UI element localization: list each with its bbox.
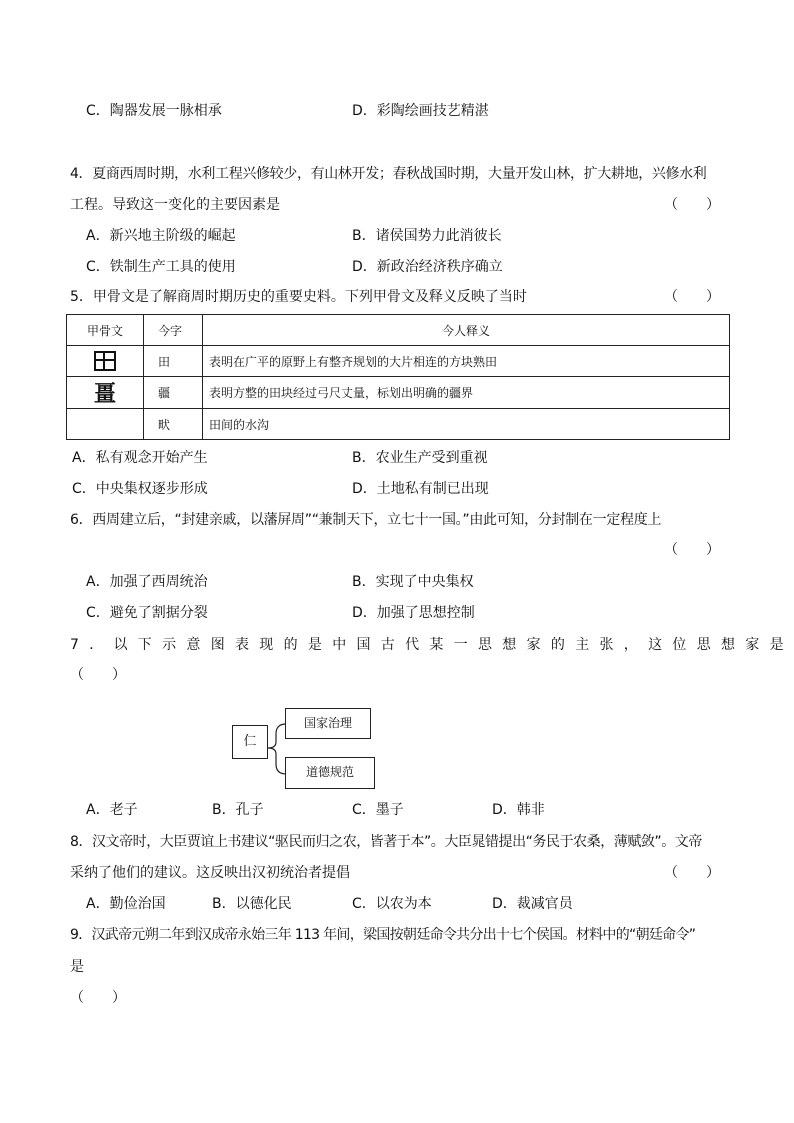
modern-char-cell: 畎 <box>144 409 203 440</box>
q4-answer-paren: （ ） <box>664 197 720 213</box>
q5-option-d: D．土地私有制已出现 <box>352 481 489 497</box>
q5-option-a: A．私有观念开始产生 <box>72 450 208 466</box>
modern-char-cell: 田 <box>144 346 203 377</box>
field-glyph-icon <box>94 351 116 371</box>
q3-option-d: D．彩陶绘画技艺精湛 <box>352 103 489 119</box>
q5-stem: 5．甲骨文是了解商周时期历史的重要史料。下列甲骨文及释义反映了当时 <box>70 289 527 305</box>
q6-option-b: B．实现了中央集权 <box>352 574 474 590</box>
q4-stem-line2: 工程。导致这一变化的主要因素是 <box>70 197 280 213</box>
q5-option-b: B．农业生产受到重视 <box>352 450 488 466</box>
table-row <box>67 346 730 377</box>
table-row <box>67 409 730 440</box>
q8-answer-paren: （ ） <box>664 865 720 881</box>
q6-answer-paren: （ ） <box>664 542 720 558</box>
q7-answer-paren: （ ） <box>70 667 126 683</box>
q4-option-b: B．诸侯国势力此消彼长 <box>352 228 502 244</box>
q3-option-c: C．陶器发展一脉相承 <box>86 103 222 119</box>
meaning-cell: 表明在广平的原野上有整齐规划的大片相连的方块熟田 <box>203 346 730 377</box>
q7-option-a: A．老子 <box>86 802 138 818</box>
q8-option-d: D．裁减官员 <box>492 896 573 912</box>
q4-stem-line1: 4．夏商西周时期，水利工程兴修较少，有山林开发；春秋战国时期，大量开发山林，扩大耕地，兴修水利 <box>70 166 707 182</box>
oracle-bone-table <box>66 314 730 440</box>
meaning-cell: 表明方整的田块经过弓尺丈量，标划出明确的疆界 <box>203 377 730 409</box>
oracle-glyph-cell <box>67 409 144 440</box>
q9-stem-line1: 9．汉武帝元朔二年到汉成帝永始三年 113 年间，梁国按朝廷命令共分出十七个侯国。材料中的“朝廷命令” <box>70 927 696 943</box>
q6-option-a: A．加强了西周统治 <box>86 574 208 590</box>
q4-option-d: D．新政治经济秩序确立 <box>352 259 503 275</box>
table-header-meaning: 今人释义 <box>203 315 730 346</box>
q4-option-a: A．新兴地主阶级的崛起 <box>86 228 236 244</box>
table-header-oracle: 甲骨文 <box>67 315 144 346</box>
q6-option-d: D．加强了思想控制 <box>352 605 475 621</box>
q5-option-c: C．中央集权逐步形成 <box>72 481 208 497</box>
modern-char-cell: 疆 <box>144 377 203 409</box>
diagram-top-box: 国家治理 <box>285 708 371 739</box>
table-header-modern: 今字 <box>144 315 203 346</box>
diagram-bottom-box: 道德规范 <box>285 757 375 789</box>
q7-stem: 7．以下示意图表现的是中国古代某一思想家的主张，这位思想家是 <box>70 637 794 653</box>
q8-option-a: A．勤俭治国 <box>86 896 166 912</box>
q8-stem-line1: 8．汉文帝时，大臣贾谊上书建议“驱民而归之农，皆著于本”。大臣晁错提出“务民于农桑，薄赋敛”。文帝 <box>70 834 702 850</box>
q6-option-c: C．避免了割据分裂 <box>86 605 208 621</box>
q7-option-b: B．孔子 <box>212 802 264 818</box>
q8-option-b: B．以德化民 <box>212 896 292 912</box>
meaning-cell: 田间的水沟 <box>203 409 730 440</box>
q7-option-d: D．韩非 <box>492 802 545 818</box>
diagram-center-box: 仁 <box>232 725 268 759</box>
oracle-glyph-cell <box>67 377 144 409</box>
q5-answer-paren: （ ） <box>664 289 720 305</box>
oracle-glyph-cell <box>67 346 144 377</box>
q8-option-c: C．以农为本 <box>352 896 432 912</box>
q8-stem-line2: 采纳了他们的建议。这反映出汉初统治者提倡 <box>70 865 350 881</box>
table-header-row <box>67 315 730 346</box>
jiang-glyph-icon: 畺 <box>93 381 116 407</box>
q7-option-c: C．墨子 <box>352 802 404 818</box>
q6-stem: 6．西周建立后，“封建亲戚，以藩屏周”“兼制天下，立七十一国。”由此可知，分封制在一定程度上 <box>70 512 662 528</box>
table-row <box>67 377 730 409</box>
q9-answer-paren: （ ） <box>70 990 126 1006</box>
q9-stem-line2: 是 <box>70 959 84 975</box>
q4-option-c: C．铁制生产工具的使用 <box>86 259 236 275</box>
